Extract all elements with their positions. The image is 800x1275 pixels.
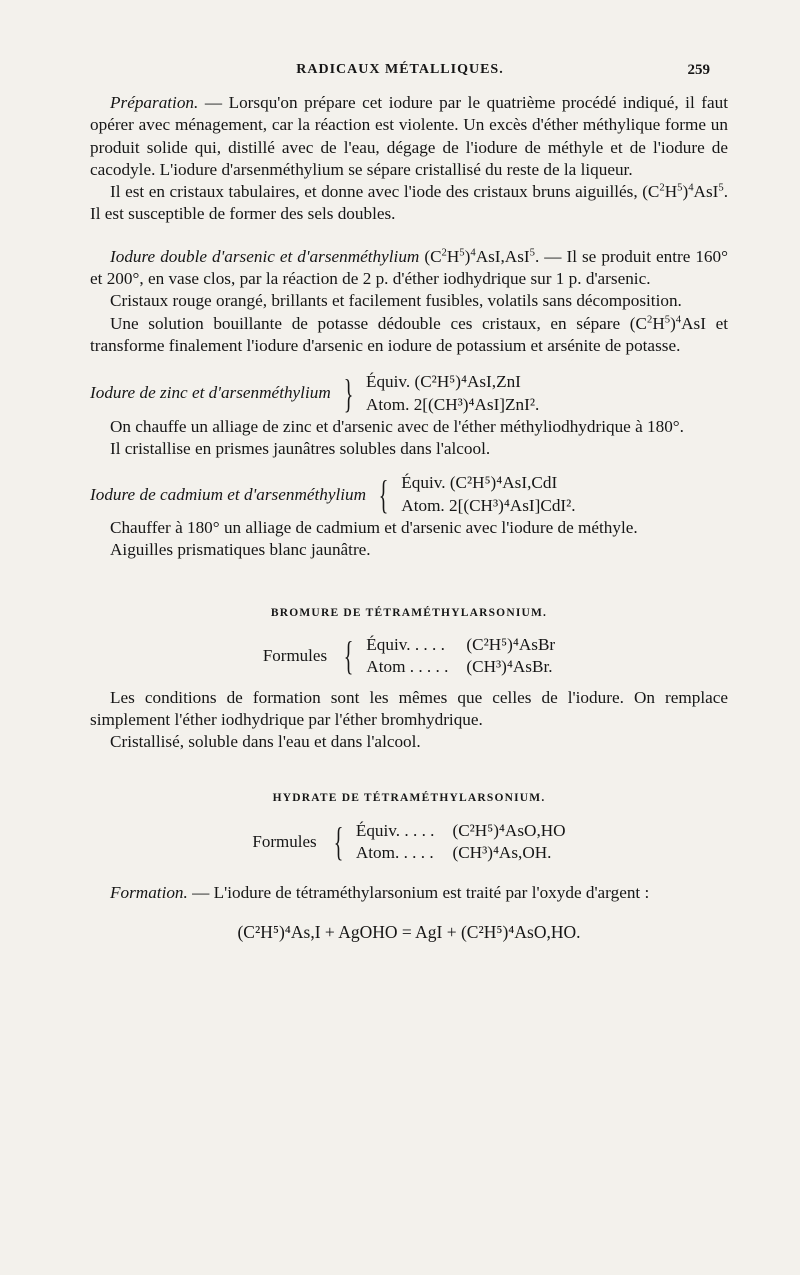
- preparation-paragraph: [90, 92, 728, 181]
- zinc-paragraph-2: Il cristallise en prismes jaunâtres solubles dans l'alcool.: [110, 439, 491, 459]
- formula-text: ): [464, 246, 471, 266]
- formula-values: [452, 820, 565, 865]
- crystals-text: Il est en cristaux tabulaires, et donne avec l'iode des cristaux bruns aiguillés, (C: [110, 182, 660, 202]
- atom-formula: (CH³)⁴As,OH.: [452, 843, 552, 863]
- cadmium-paragraph-1: Chauffer à 180° un alliage de cadmium et d'arsenic avec l'iodure de méthyle.: [110, 518, 638, 538]
- sup: 4: [688, 182, 694, 194]
- formation-head: Formation.: [110, 883, 188, 903]
- formula-columns: [356, 820, 566, 865]
- formula-text: H: [446, 246, 460, 266]
- crystals-text: ): [682, 182, 689, 202]
- double-iodide-head: Iodure double d'arsenic et d'arsenméthylium: [110, 246, 420, 266]
- sup: 5: [529, 247, 535, 259]
- brace: }: [343, 370, 354, 416]
- sup: 5: [664, 313, 671, 325]
- formation-paragraph: [90, 882, 728, 904]
- page-header: [0, 62, 800, 86]
- crystals-text: H: [664, 182, 678, 202]
- reaction-equation: (C²H⁵)⁴As,I + AgOHO = AgI + (C²H⁵)⁴AsO,HO.: [237, 921, 581, 942]
- formula-text: (C: [419, 246, 442, 266]
- double-iodide-paragraph-2: Cristaux rouge orangé, brillants et facilement fusibles, volatils sans décomposition.: [110, 291, 682, 311]
- running-title: RADICAUX MÉTALLIQUES.: [296, 62, 504, 77]
- sup: 4: [470, 247, 476, 259]
- formula-labels: [356, 820, 435, 865]
- cadmium-formula-row: [90, 472, 728, 517]
- cadmium-atom: Atom. 2[(CH³)⁴AsI]CdI².: [401, 495, 576, 515]
- double-iodide-text: . — Il se produit entre 160° et 200°, en vase clos, par la réaction de 2 p. d'éther iodhydrique sur 1 p. d'arsenic.: [90, 246, 728, 289]
- page-content: [90, 92, 728, 943]
- equiv-formula: (C²H⁵)⁴AsBr: [466, 634, 556, 654]
- formules-label: Formules: [252, 831, 317, 851]
- formules-label: Formules: [262, 646, 328, 666]
- page-number: 259: [687, 62, 710, 78]
- text: AsI et transforme finalement l'iodure d'arsenic en iodure de potassium et arsénite de potasse.: [90, 313, 728, 355]
- sup: 2: [441, 247, 447, 259]
- sup: 5: [459, 247, 465, 259]
- cadmium-label: Iodure de cadmium et d'arsenméthylium: [90, 484, 367, 504]
- preparation-text: — Lorsqu'on prépare cet iodure par le quatrième procédé indiqué, il faut opérer avec ménagement, car la réaction est violente. Un excès d'éther méthylique forme un produit solide qui, distillé avec de l'eau, dégage de l'iodure de méthyle et de l'iodure de cacodyle. L'iodure d'arsenméthylium se sépare cristallisé du reste de la liqueur.: [90, 93, 728, 179]
- hydrate-title: HYDRATE DE TÉTRAMÉTHYLARSONIUM.: [272, 792, 546, 805]
- equiv-label: Équiv. . . . .: [355, 820, 435, 840]
- formula-values: [466, 634, 555, 679]
- sup: 5: [677, 182, 683, 194]
- zinc-formula-row: [90, 371, 728, 416]
- cadmium-equiv: Équiv. (C²H⁵)⁴AsI,CdI: [401, 473, 558, 493]
- zinc-equiv: Équiv. (C²H⁵)⁴AsI,ZnI: [365, 372, 521, 392]
- formula-text: AsI,AsI: [475, 246, 530, 266]
- preparation-head: Préparation.: [110, 93, 199, 112]
- brace: {: [378, 471, 389, 517]
- double-iodide-paragraph-3: [90, 313, 728, 358]
- equiv-label: Équiv. . . . .: [366, 634, 445, 654]
- atom-formula: (CH³)⁴AsBr.: [466, 657, 553, 677]
- bromure-title: BROMURE DE TÉTRAMÉTHYLARSONIUM.: [270, 606, 548, 619]
- sup: 2: [659, 182, 665, 194]
- atom-label: Atom. . . . .: [355, 843, 434, 863]
- brace: {: [333, 819, 344, 865]
- formula-labels: [366, 634, 448, 679]
- text: ): [670, 313, 676, 333]
- text: H: [652, 313, 665, 333]
- bromure-paragraph-1: Les conditions de formation sont les mêmes que celles de l'iodure. On remplace simplement l'éther iodhydrique par l'éther bromhydrique.: [90, 687, 728, 729]
- brace: {: [343, 633, 354, 679]
- formation-text: — L'iodure de tétraméthylarsonium est traité par l'oxyde d'argent :: [187, 883, 650, 903]
- hydrate-formulas: [90, 820, 728, 865]
- crystals-text: . Il est susceptible de former des sels doubles.: [90, 182, 728, 224]
- sup: 2: [646, 313, 653, 325]
- zinc-atom: Atom. 2[(CH³)⁴AsI]ZnI².: [365, 394, 540, 414]
- zinc-label: Iodure de zinc et d'arsenméthylium: [90, 383, 331, 403]
- cadmium-paragraph-2: Aiguilles prismatiques blanc jaunâtre.: [110, 540, 371, 560]
- zinc-paragraph-1: On chauffe un alliage de zinc et d'arsenic avec de l'éther méthyliodhydrique à 180°.: [110, 416, 684, 436]
- sup: 4: [675, 313, 682, 325]
- double-iodide-section: [90, 246, 728, 357]
- bromure-formulas: [90, 634, 728, 679]
- atom-label: Atom . . . . .: [366, 657, 449, 677]
- crystals-paragraph: [90, 181, 728, 226]
- crystals-text: AsI: [693, 182, 719, 202]
- double-iodide-paragraph: [90, 246, 728, 291]
- cadmium-formulas: [401, 472, 575, 517]
- sup: 5: [718, 182, 724, 194]
- equiv-formula: (C²H⁵)⁴AsO,HO: [452, 820, 566, 840]
- text: Une solution bouillante de potasse dédouble ces cristaux, en sépare (C: [110, 313, 647, 333]
- zinc-formulas: [366, 371, 539, 416]
- bromure-paragraph-2: Cristallisé, soluble dans l'eau et dans l'alcool.: [110, 732, 421, 752]
- formula-columns: [366, 634, 555, 679]
